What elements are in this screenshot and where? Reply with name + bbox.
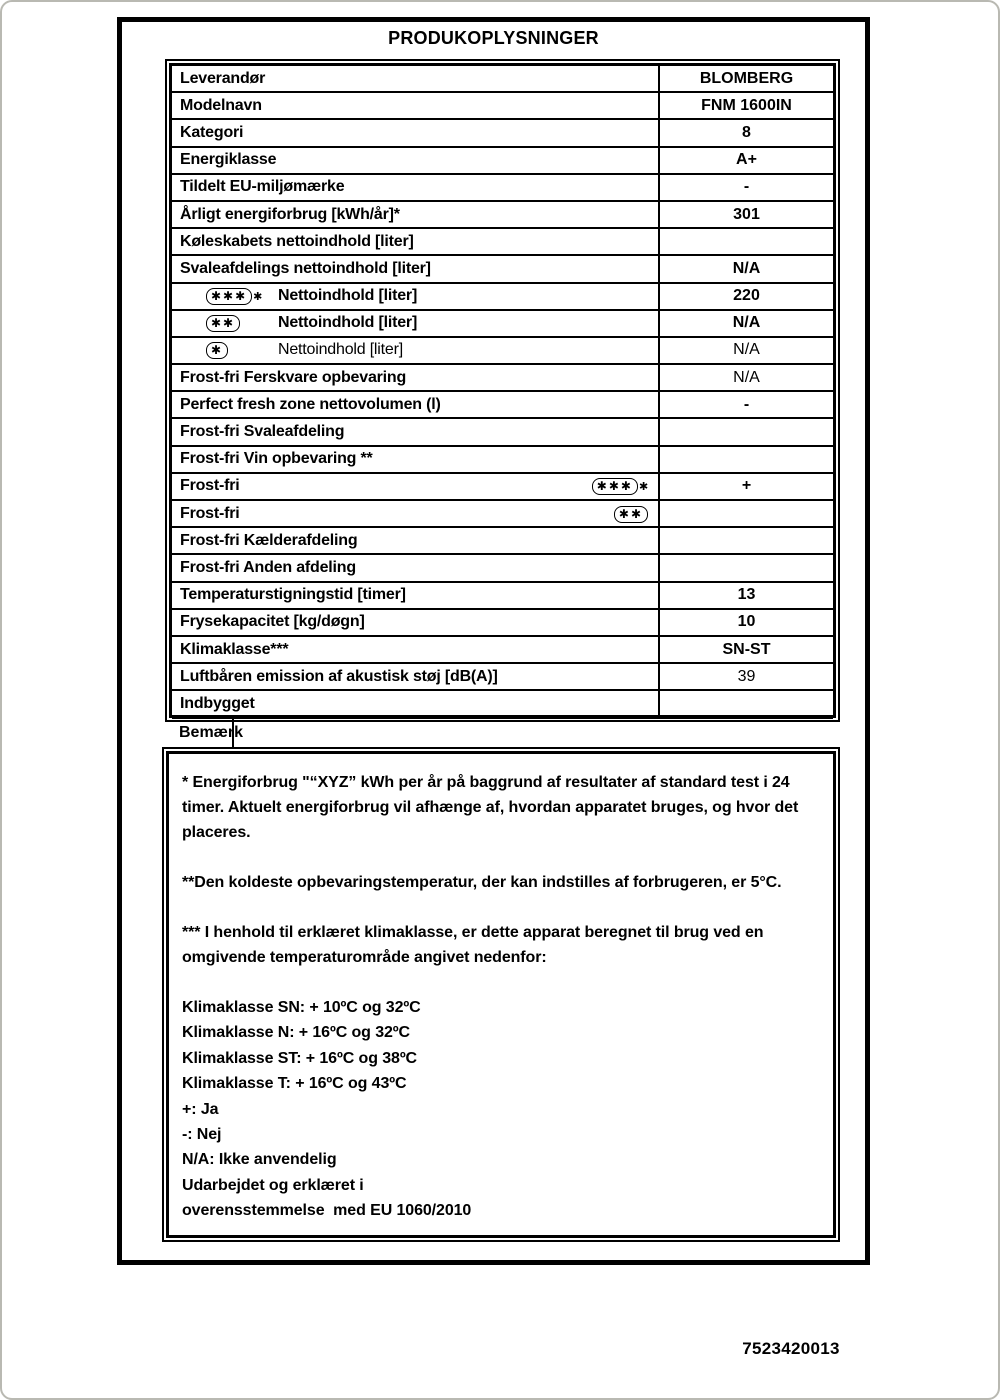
row-label: Luftbåren emission af akustisk støj [dB(A)] bbox=[172, 663, 659, 690]
footnotes-box bbox=[162, 747, 840, 1242]
footnote-paragraph: *** I henhold til erklæret klimaklasse, er dette apparat beregnet til brug ved en omgivende temperaturområde angivet nedenfor: bbox=[182, 924, 768, 966]
table-row bbox=[172, 636, 833, 663]
footnote-line: -: Nej bbox=[182, 1126, 222, 1144]
row-label: Frost-fri ✱✱ bbox=[172, 500, 659, 527]
footnote-line: Klimaklasse T: + 16ºC og 43ºC bbox=[182, 1075, 407, 1093]
freezer-star-rating-icon: ✱✱ bbox=[614, 505, 648, 523]
table-row bbox=[172, 255, 833, 282]
footnote-line: Klimaklasse N: + 16ºC og 32ºC bbox=[182, 1024, 410, 1042]
row-value: + bbox=[659, 473, 833, 500]
table-row bbox=[172, 364, 833, 391]
table-row bbox=[172, 554, 833, 581]
row-value: 8 bbox=[659, 119, 833, 146]
row-value: - bbox=[659, 391, 833, 418]
footnote-line: +: Ja bbox=[182, 1100, 219, 1118]
row-value: - bbox=[659, 174, 833, 201]
product-info-table bbox=[172, 66, 833, 747]
row-label: Svaleafdelings nettoindhold [liter] bbox=[172, 255, 659, 282]
row-value bbox=[659, 228, 833, 255]
footnote-line: overensstemmelse med EU 1060/2010 bbox=[182, 1202, 472, 1220]
row-label: Frost-fri Anden afdeling bbox=[172, 554, 659, 581]
row-label: Modelnavn bbox=[172, 92, 659, 119]
row-label: Frysekapacitet [kg/døgn] bbox=[172, 609, 659, 636]
footnote-line: Udarbejdet og erklæret i bbox=[182, 1176, 364, 1194]
remark-row bbox=[172, 718, 833, 747]
table-row bbox=[172, 473, 833, 500]
row-value: 10 bbox=[659, 609, 833, 636]
footnote-paragraph: * Energiforbrug "“XYZ” kWh per år på baggrund af resultater af standard test i 24 timer. Aktuelt energiforbrug vil afhænge af, hvordan apparatet bruges, og hvor det placeres. bbox=[182, 774, 803, 841]
footnote-paragraph: **Den koldeste opbevaringstemperatur, der kan indstilles af forbrugeren, er 5°C. bbox=[182, 874, 782, 891]
table-row bbox=[172, 418, 833, 445]
remark-label: Bemærk bbox=[172, 719, 234, 747]
row-label: Energiklasse bbox=[172, 147, 659, 174]
footnotes-border bbox=[166, 751, 836, 1238]
table-row bbox=[172, 66, 833, 92]
footnotes-text bbox=[169, 754, 833, 1224]
row-value: N/A bbox=[659, 337, 833, 364]
row-label: Kategori bbox=[172, 119, 659, 146]
row-label: ✱✱ Nettoindhold [liter] bbox=[172, 310, 659, 337]
row-value: N/A bbox=[659, 364, 833, 391]
footnote-line: Klimaklasse ST: + 16ºC og 38ºC bbox=[182, 1049, 418, 1067]
row-label: Frost-fri ✱✱✱ ✱ bbox=[172, 473, 659, 500]
freezer-star-rating-icon: ✱✱✱ ✱ bbox=[206, 287, 278, 305]
row-value: 39 bbox=[659, 663, 833, 690]
row-value: N/A bbox=[659, 310, 833, 337]
row-value: FNM 1600IN bbox=[659, 92, 833, 119]
row-value bbox=[659, 418, 833, 445]
table-row bbox=[172, 527, 833, 554]
row-label: ✱✱✱ ✱ Nettoindhold [liter] bbox=[172, 283, 659, 310]
table-row bbox=[172, 174, 833, 201]
row-label: Frost-fri Kælderafdeling bbox=[172, 527, 659, 554]
row-label: Klimaklasse*** bbox=[172, 636, 659, 663]
row-label: Temperaturstigningstid [timer] bbox=[172, 582, 659, 609]
table-row bbox=[172, 609, 833, 636]
footnote-line: Klimaklasse SN: + 10ºC og 32ºC bbox=[182, 999, 421, 1016]
product-info-table-box bbox=[165, 59, 840, 741]
row-label: Frost-fri Vin opbevaring ** bbox=[172, 446, 659, 473]
table-row bbox=[172, 500, 833, 527]
table-row bbox=[172, 201, 833, 228]
table-row bbox=[172, 92, 833, 119]
product-table-body bbox=[172, 66, 833, 747]
footnote-line: N/A: Ikke anvendelig bbox=[182, 1151, 337, 1169]
remark-cell bbox=[172, 718, 833, 747]
row-label: Tildelt EU-miljømærke bbox=[172, 174, 659, 201]
row-value: N/A bbox=[659, 255, 833, 282]
row-label: Frost-fri Ferskvare opbevaring bbox=[172, 364, 659, 391]
table-row bbox=[172, 690, 833, 717]
table-row bbox=[172, 337, 833, 364]
table-row bbox=[172, 582, 833, 609]
row-value: 220 bbox=[659, 283, 833, 310]
table-row bbox=[172, 663, 833, 690]
table-row bbox=[172, 310, 833, 337]
table-row bbox=[172, 446, 833, 473]
row-label: Årligt energiforbrug [kWh/år]* bbox=[172, 201, 659, 228]
product-info-table-border bbox=[169, 63, 836, 741]
row-label: Leverandør bbox=[180, 69, 266, 87]
document-number: 7523420013 bbox=[742, 1339, 840, 1358]
row-value bbox=[659, 554, 833, 581]
row-label: Køleskabets nettoindhold [liter] bbox=[172, 228, 659, 255]
freezer-star-rating-icon: ✱✱✱ ✱ bbox=[592, 477, 648, 495]
table-row bbox=[172, 228, 833, 255]
row-value: SN-ST bbox=[659, 636, 833, 663]
row-label: Perfect fresh zone nettovolumen (l) bbox=[172, 391, 659, 418]
row-value bbox=[659, 527, 833, 554]
row-value bbox=[659, 690, 833, 717]
freezer-star-rating-icon: ✱ bbox=[206, 341, 278, 359]
page-title: PRODUKOPLYSNINGER bbox=[388, 28, 599, 48]
row-label: ✱ Nettoindhold [liter] bbox=[172, 337, 659, 364]
row-value bbox=[659, 500, 833, 527]
row-value: 13 bbox=[659, 582, 833, 609]
row-value: A+ bbox=[659, 147, 833, 174]
table-row bbox=[172, 283, 833, 310]
table-row bbox=[172, 147, 833, 174]
freezer-star-rating-icon: ✱✱ bbox=[206, 314, 278, 332]
row-value: BLOMBERG bbox=[659, 66, 833, 92]
row-label: Frost-fri Svaleafdeling bbox=[172, 418, 659, 445]
table-row bbox=[172, 119, 833, 146]
row-value: 301 bbox=[659, 201, 833, 228]
row-value bbox=[659, 446, 833, 473]
row-label: Indbygget bbox=[172, 690, 659, 717]
table-row bbox=[172, 391, 833, 418]
